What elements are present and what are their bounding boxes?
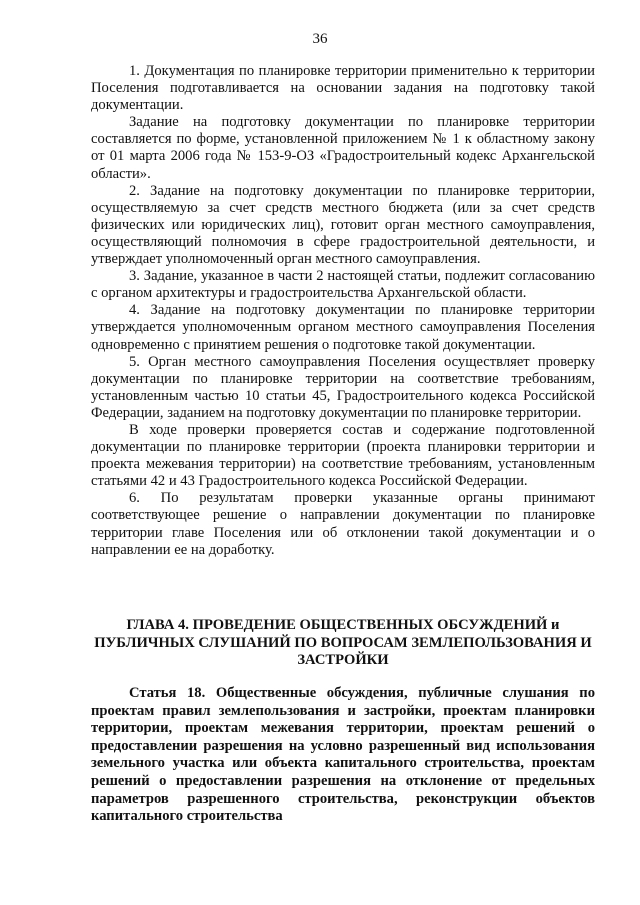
paragraph-6: 5. Орган местного самоуправления Поселения осуществляет проверку документации по планировке территории на соответствие требованиям, установленным частью 10 статьи 45, Градостроительного кодекса Российской Федерации, заданием на подготовку документации по планировке территории. (91, 353, 595, 421)
paragraph-4: 3. Задание, указанное в части 2 настоящей статьи, подлежит согласованию с органом архитектуры и градостроительства Архангельской области. (91, 268, 595, 302)
page-number: 36 (312, 31, 328, 47)
paragraph-1: 1. Документация по планировке территории применительно к территории Поселения подготавливается на основании задания на подготовку такой документации. (91, 63, 595, 114)
chapter-heading: ГЛАВА 4. ПРОВЕДЕНИЕ ОБЩЕСТВЕННЫХ ОБСУЖДЕНИЙ и ПУБЛИЧНЫХ СЛУШАНИЙ ПО ВОПРОСАМ ЗЕМЛЕПОЛЬЗОВАНИЯ И ЗАСТРОЙКИ (94, 617, 592, 668)
paragraph-7: В ходе проверки проверяется состав и содержание подготовленной документации по планировке территории (проекта планировки территории и проекта межевания территории) на соответствие требованиям, установленным статьями 42 и 43 Градостроительного кодекса Российской Федерации. (91, 421, 595, 490)
paragraph-3: 2. Задание на подготовку документации по планировке территории, осуществляемую за счет средств местного бюджета (или за счет средств физических или юридических лиц), готовит орган местного самоуправления, осуществляющий полномочия в сфере градостроительной деятельности, и утверждает уполномоченный орган местного самоуправления. (91, 182, 595, 268)
article-heading: Статья 18. Общественные обсуждения, публичные слушания по проектам правил землепользования и застройки, проектам планировки территории, проектам межевания территории, проектам решений о предоставлении разрешения на условно разрешенный вид использования земельного участка или объекта капитального строительства, проектам решений о предоставлении разрешения на отклонение от предельных параметров разрешенного строительства, реконструкции объектов капитального строительства (91, 685, 595, 825)
paragraph-2: Задание на подготовку документации по планировке территории составляется по форме, установленной приложением № 1 к областному закону от 01 марта 2006 года № 153-9-ОЗ «Градостроительный кодекс Архангельской области». (91, 114, 595, 182)
body-text (91, 63, 595, 559)
paragraph-5: 4. Задание на подготовку документации по планировке территории утверждается уполномоченным органом местного самоуправления Поселения одновременно с принятием решения о подготовке такой документации. (91, 302, 595, 353)
paragraph-8: 6. По результатам проверки указанные органы принимают соответствующее решение о направлении документации по планировке территории главе Поселения или об отклонении такой документации и о направлении ее на доработку. (91, 490, 595, 558)
